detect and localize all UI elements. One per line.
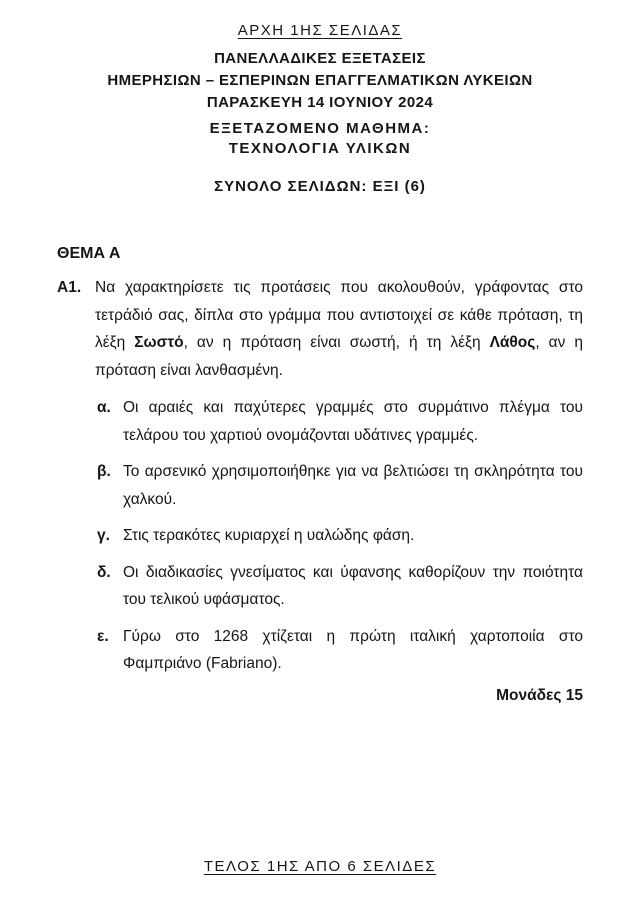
exam-date: ΠΑΡΑΣΚΕΥΗ 14 ΙΟΥΝΙΟΥ 2024 (206, 94, 434, 111)
question-intro-segment: , αν η πρόταση είναι λανθασμένη. (95, 334, 583, 379)
list-item (57, 458, 583, 513)
question-number: Α1. (57, 279, 82, 296)
item-text: Οι διαδικασίες γνεσίματος και ύφανσης καθορίζουν την ποιότητα του τελικού υφάσματος. (123, 563, 583, 608)
item-letter: δ. (97, 563, 111, 581)
subject-label: ΕΞΕΤΑΖΟΜΕΝΟ ΜΑΘΗΜΑ: (209, 120, 431, 137)
item-letter: α. (97, 399, 111, 416)
subject-name: ΤΕΧΝΟΛΟΓΙΑ ΥΛΙΚΩΝ (228, 140, 412, 157)
question-a1 (57, 274, 583, 384)
item-text: Γύρω στο 1268 χτίζεται η πρώτη ιταλική χαρτοποιία στο Φαμπριάνο (Fabriano). (123, 627, 583, 672)
question-intro-segment: , αν η πρόταση είναι σωστή, ή τη λέξη (183, 334, 490, 351)
page-header (0, 22, 640, 39)
item-letter: γ. (97, 527, 110, 544)
page-footer-label: ΤΕΛΟΣ 1ΗΣ ΑΠΟ 6 ΣΕΛΙΔΕΣ (203, 858, 437, 875)
total-pages: ΣΥΝΟΛΟ ΣΕΛΙΔΩΝ: ΕΞΙ (6) (214, 178, 426, 195)
page-footer (0, 858, 640, 875)
list-item (57, 522, 583, 550)
list-item (57, 623, 583, 678)
item-letter: β. (97, 463, 111, 480)
main-content (57, 245, 583, 705)
item-text: Το αρσενικό χρησιμοποιήθηκε για να βελτιώσει τη σκληρότητα του χαλκού. (123, 463, 583, 508)
question-intro-segment: Να χαρακτηρίσετε τις προτάσεις που ακολουθούν, γράφοντας στο τετράδιό σας, δίπλα στο γράμμα που αντιστοιχεί σε κάθε πρόταση, τη λέξη (95, 279, 583, 351)
item-text: Στις τερακότες κυριαρχεί η υαλώδης φάση. (123, 527, 415, 544)
marks-label: Μονάδες 15 (496, 686, 583, 704)
item-letter: ε. (97, 627, 109, 645)
page-header-label: ΑΡΧΗ 1ΗΣ ΣΕΛΙΔΑΣ (237, 22, 403, 39)
question-intro-keyword-wrong: Λάθος (489, 334, 536, 351)
theme-heading: ΘΕΜΑ Α (57, 245, 121, 262)
item-text: Οι αραιές και παχύτερες γραμμές στο συρμάτινο πλέγμα του τελάρου του χαρτιού ονομάζονται υδάτινες γραμμές. (123, 399, 583, 444)
exam-title-line-1: ΠΑΝΕΛΛΑΔΙΚΕΣ ΕΞΕΤΑΣΕΙΣ (214, 50, 426, 67)
exam-title-block (0, 48, 640, 114)
question-intro-keyword-correct: Σωστό (134, 334, 184, 351)
list-item (57, 559, 583, 614)
exam-title-line-2: ΗΜΕΡΗΣΙΩΝ – ΕΣΠΕΡΙΝΩΝ ΕΠΑΓΓΕΛΜΑΤΙΚΩΝ ΛΥΚΕΙΩΝ (107, 72, 533, 89)
subject-block (0, 119, 640, 159)
list-item (57, 394, 583, 449)
